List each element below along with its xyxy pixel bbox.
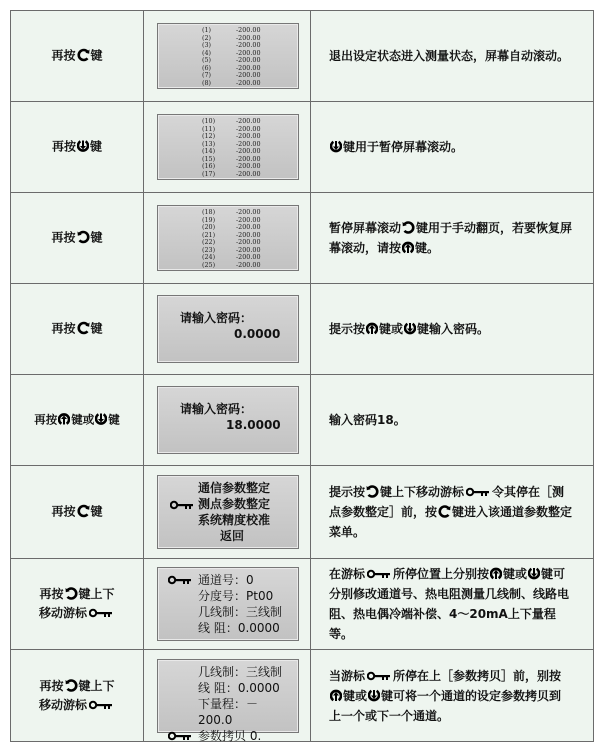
lcd-line: 请输入密码： bbox=[180, 311, 253, 325]
lcd-line: 请输入密码： bbox=[180, 402, 253, 416]
list-item: (19) -200.00 bbox=[202, 215, 261, 224]
list-item: (21) -200.00 bbox=[202, 230, 261, 239]
operation-cell bbox=[11, 11, 144, 101]
list-item: (8) -200.00 bbox=[202, 78, 261, 87]
operation-cell bbox=[11, 284, 144, 374]
lcd-screen bbox=[157, 567, 299, 641]
op-text: 键 bbox=[90, 230, 103, 245]
list-item: (12) -200.00 bbox=[202, 132, 261, 140]
description-cell bbox=[311, 466, 593, 558]
cursor-key-icon bbox=[170, 500, 194, 510]
list-item: (22) -200.00 bbox=[202, 238, 261, 246]
list-item: (6) -200.00 bbox=[202, 63, 261, 72]
description-text: 提示按 键或 键输入密码。 bbox=[329, 322, 490, 336]
menu-item: 参数拷贝 0. bbox=[164, 728, 292, 744]
op-text: 键 bbox=[90, 321, 103, 336]
lcd-screen bbox=[157, 659, 299, 743]
lcd-screen bbox=[157, 205, 299, 271]
menu-item: 下量程：－200.0 bbox=[198, 696, 259, 727]
description-cell bbox=[311, 559, 593, 649]
display-cell bbox=[144, 466, 311, 558]
op-text: 再按 bbox=[51, 321, 76, 336]
op-text: 键 bbox=[90, 48, 103, 63]
op-text: 再按 bbox=[51, 230, 76, 245]
cursor-key-icon bbox=[367, 569, 391, 579]
list-item: (24) -200.00 bbox=[202, 253, 261, 261]
list-item: (23) -200.00 bbox=[202, 245, 261, 254]
up-key-icon bbox=[58, 413, 70, 426]
lcd-value: 18.0000 bbox=[226, 418, 281, 432]
rotate-left-key-icon bbox=[77, 505, 90, 518]
rotate-right-key-icon bbox=[65, 679, 78, 692]
menu-item: 通信参数整定 bbox=[164, 480, 292, 496]
menu-item: 返回 bbox=[220, 529, 245, 543]
table-row bbox=[11, 284, 593, 375]
menu-item: 通道号：0 bbox=[164, 572, 292, 588]
table-row bbox=[11, 11, 593, 102]
down-key-icon bbox=[77, 140, 89, 153]
list-item: (15) -200.00 bbox=[202, 154, 261, 163]
op-text: 键 bbox=[90, 139, 103, 154]
list-item: (13) -200.00 bbox=[202, 139, 261, 148]
op-text: 再按 bbox=[51, 139, 76, 154]
menu-item: 分度号：Pt00 bbox=[198, 589, 274, 603]
cursor-key-icon bbox=[466, 487, 490, 497]
description-cell bbox=[311, 375, 593, 465]
menu-item: 线 阻：0.0000 bbox=[198, 621, 280, 635]
list-item: (7) -200.00 bbox=[202, 71, 261, 79]
operation-cell bbox=[11, 193, 144, 283]
description-text: 在游标 所停位置上分别按 键或 键可分别修改通道号、热电阻测量几线制、线路电阻、热电偶冷端补偿、4～20mA上下量程等。 bbox=[329, 567, 570, 641]
op-text: 移动游标 bbox=[38, 606, 87, 620]
lcd-screen bbox=[157, 475, 299, 549]
cursor-key-icon bbox=[89, 700, 113, 710]
menu-item: 测点参数整定 bbox=[198, 497, 271, 511]
list-item: (5) -200.00 bbox=[202, 56, 261, 64]
table-row bbox=[11, 466, 593, 559]
operation-cell bbox=[11, 466, 144, 558]
description-text: 退出设定状态进入测量状态，屏幕自动滚动。 bbox=[329, 49, 570, 63]
description-text: 输入密码18。 bbox=[329, 413, 406, 427]
description-cell bbox=[311, 11, 593, 101]
list-item: (3) -200.00 bbox=[202, 41, 261, 49]
rotate-left-key-icon bbox=[438, 505, 451, 518]
rotate-left-key-icon bbox=[77, 49, 90, 62]
up-key-icon bbox=[366, 322, 378, 335]
description-text: 提示按 键上下移动游标 令其停在［测点参数整定］前，按 键进入该通道参数整定菜单。 bbox=[329, 485, 573, 539]
up-key-icon bbox=[330, 689, 342, 702]
description-cell bbox=[311, 650, 593, 741]
description-cell bbox=[311, 284, 593, 374]
up-key-icon bbox=[402, 241, 414, 254]
description-text: 当游标 所停在上［参数拷贝］前，别按键或 键可将一个通道的设定参数拷贝到上一个或下一个通道。 bbox=[329, 668, 562, 723]
table-row bbox=[11, 375, 593, 466]
rotate-right-key-icon bbox=[366, 485, 379, 498]
list-item: (11) -200.00 bbox=[202, 124, 261, 133]
lcd-screen bbox=[157, 295, 299, 363]
list-item: (10) -200.00 bbox=[202, 117, 261, 125]
list-item: (4) -200.00 bbox=[202, 48, 261, 57]
down-key-icon bbox=[528, 567, 540, 580]
operation-cell bbox=[11, 650, 144, 741]
operation-cell bbox=[11, 559, 144, 649]
description-text: 暂停屏幕滚动 键用于手动翻页，若要恢复屏幕滚动，请按 键。 bbox=[329, 221, 573, 255]
down-key-icon bbox=[95, 413, 107, 426]
display-cell bbox=[144, 193, 311, 283]
cursor-key-icon bbox=[89, 608, 113, 618]
menu-item: 线 阻：0.0000 bbox=[198, 680, 280, 695]
op-text: 键上下 bbox=[78, 587, 115, 601]
display-cell bbox=[144, 284, 311, 374]
op-text: 再按 bbox=[51, 48, 76, 63]
list-item: (20) -200.00 bbox=[202, 223, 261, 231]
list-item: (25) -200.00 bbox=[202, 260, 261, 269]
rotate-left-key-icon bbox=[77, 322, 90, 335]
list-item: (17) -200.00 bbox=[202, 169, 261, 178]
list-item: (1) -200.00 bbox=[202, 26, 261, 34]
list-item: (18) -200.00 bbox=[202, 208, 261, 216]
instruction-table bbox=[10, 10, 594, 742]
op-text: 移动游标 bbox=[38, 697, 87, 712]
menu-item: 系统精度校准 bbox=[198, 513, 271, 527]
op-text: 再按 bbox=[34, 412, 58, 427]
operation-cell bbox=[11, 375, 144, 465]
list-item: (16) -200.00 bbox=[202, 162, 261, 170]
operation-cell bbox=[11, 102, 144, 192]
op-text: 键或 bbox=[71, 412, 95, 427]
rotate-right-key-icon bbox=[65, 587, 78, 600]
rotate-right-key-icon bbox=[77, 231, 90, 244]
description-text: 键用于暂停屏幕滚动。 bbox=[329, 137, 573, 157]
display-cell bbox=[144, 11, 311, 101]
down-key-icon bbox=[330, 140, 342, 153]
op-text: 再按 bbox=[51, 504, 76, 519]
display-cell bbox=[144, 559, 311, 649]
lcd-value: 0.0000 bbox=[234, 327, 281, 341]
display-cell bbox=[144, 102, 311, 192]
display-cell bbox=[144, 650, 311, 741]
table-row bbox=[11, 650, 593, 741]
menu-item: 几线制：三线制 bbox=[198, 605, 283, 619]
down-key-icon bbox=[404, 322, 416, 335]
display-cell bbox=[144, 375, 311, 465]
table-row bbox=[11, 193, 593, 284]
table-row bbox=[11, 102, 593, 193]
op-text: 再按 bbox=[39, 587, 64, 601]
cursor-key-icon bbox=[168, 575, 192, 585]
cursor-key-icon bbox=[168, 731, 192, 741]
lcd-screen bbox=[157, 114, 299, 180]
op-text: 键 bbox=[108, 412, 120, 427]
description-cell bbox=[311, 193, 593, 283]
rotate-right-key-icon bbox=[402, 221, 415, 234]
description-cell bbox=[311, 102, 593, 192]
lcd-screen bbox=[157, 23, 299, 89]
down-key-icon bbox=[368, 689, 380, 702]
cursor-key-icon bbox=[367, 671, 391, 681]
up-key-icon bbox=[490, 567, 502, 580]
table-row bbox=[11, 559, 593, 650]
list-item: (14) -200.00 bbox=[202, 147, 261, 155]
op-text: 再按 bbox=[39, 678, 64, 693]
op-text: 键 bbox=[90, 504, 103, 519]
list-item: (2) -200.00 bbox=[202, 33, 261, 42]
op-text: 键上下 bbox=[78, 678, 115, 693]
menu-item: 几线制：三线制 bbox=[198, 664, 283, 679]
lcd-screen bbox=[157, 386, 299, 454]
